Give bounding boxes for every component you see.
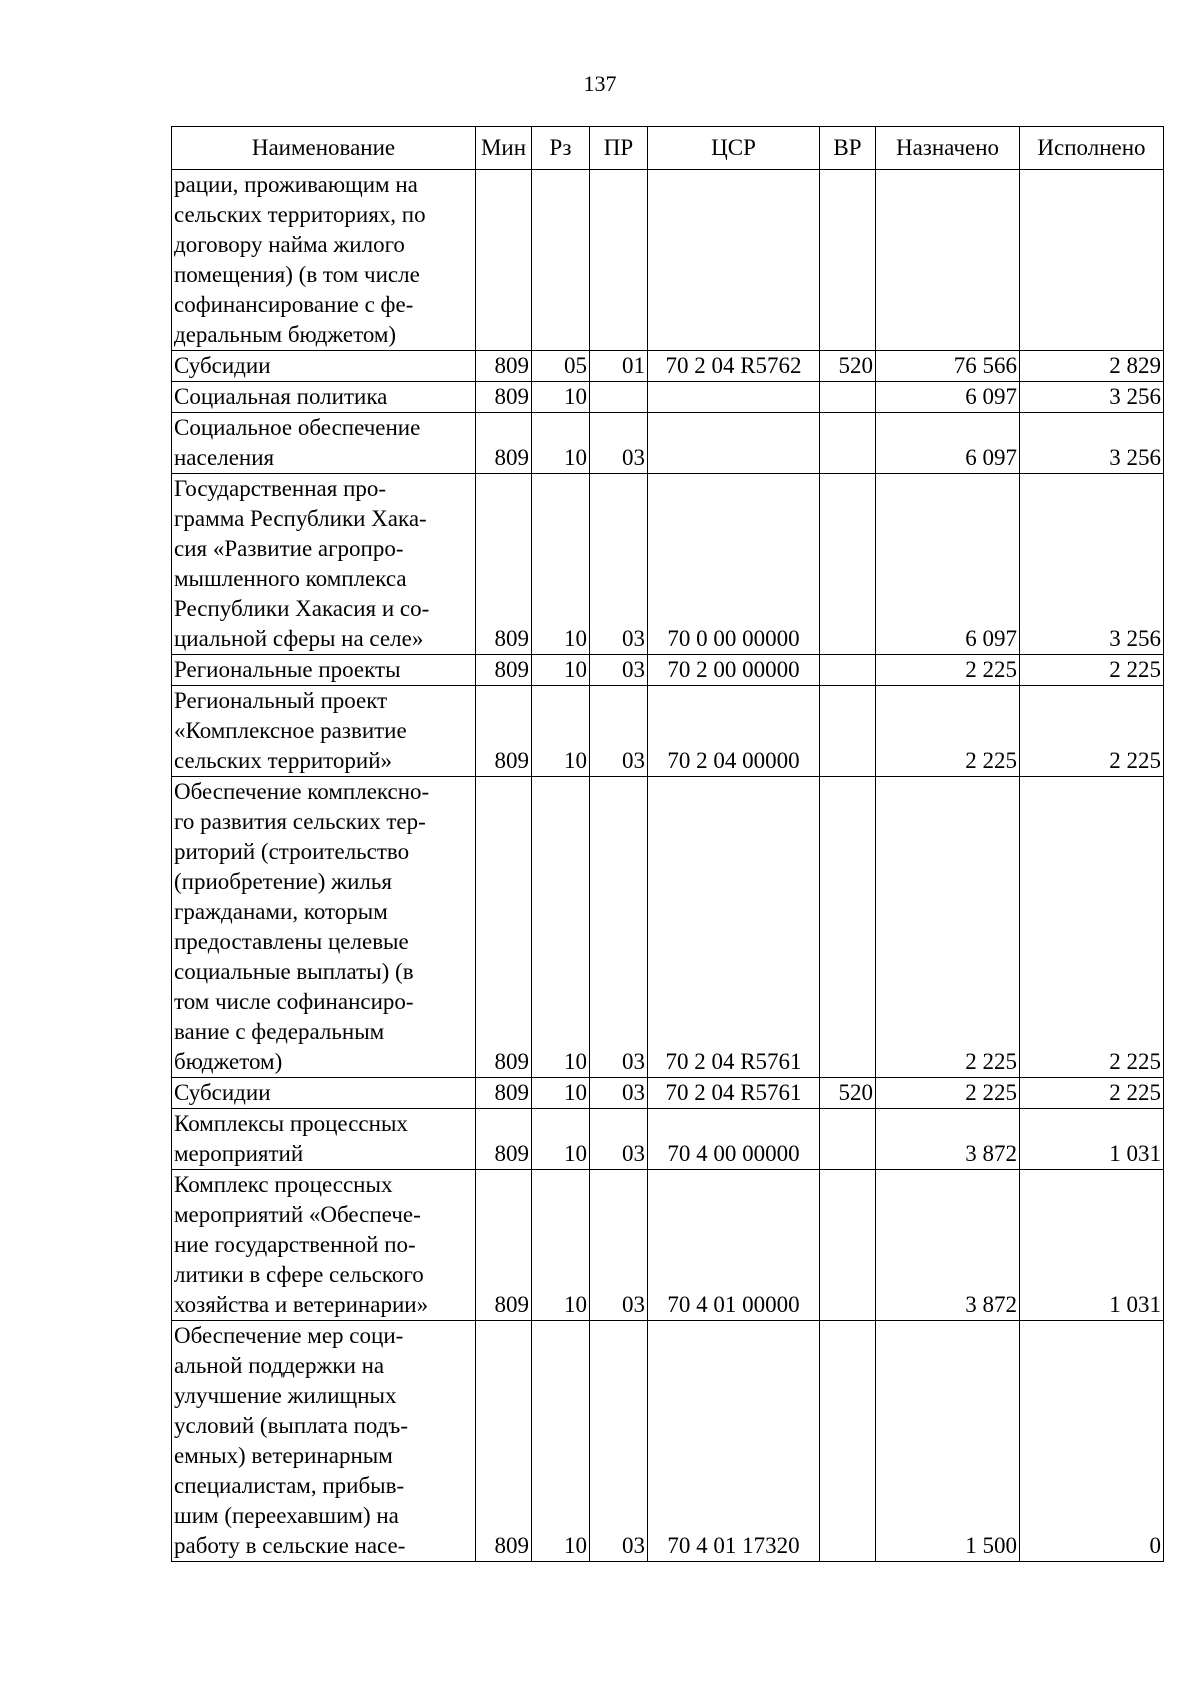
cell-csr: 70 2 04 R5762 [648,351,820,382]
cell-name [172,1170,476,1321]
cell-pr: 03 [590,1321,648,1562]
cell-executed: 2 225 [1020,686,1164,777]
cell-name-line: емных) ветеринарным [174,1443,393,1468]
cell-name-line: грамма Республики Хака- [174,506,427,531]
cell-min: 809 [476,1321,532,1562]
cell-vr [820,170,876,351]
cell-name [172,777,476,1078]
cell-assigned: 76 566 [876,351,1020,382]
cell-executed: 2 829 [1020,351,1164,382]
cell-executed [1020,170,1164,351]
cell-name-line: населения [174,445,275,470]
cell-name-line: «Комплексное развитие [174,718,407,743]
cell-assigned: 3 872 [876,1170,1020,1321]
cell-assigned: 1 500 [876,1321,1020,1562]
cell-name-line: альной поддержки на [174,1353,385,1378]
cell-assigned: 3 872 [876,1109,1020,1170]
cell-name-line: (приобретение) жилья [174,869,392,894]
cell-csr: 70 2 04 00000 [648,686,820,777]
cell-name-line: специалистам, прибыв- [174,1473,405,1498]
cell-pr: 03 [590,474,648,655]
cell-vr: 520 [820,1078,876,1109]
cell-name-line: мероприятий [174,1141,304,1166]
cell-name [172,382,476,413]
cell-name-line: сия «Развитие агропро- [174,536,404,561]
cell-name [172,655,476,686]
cell-rz: 10 [532,655,590,686]
cell-name-line: условий (выплата подъ- [174,1413,408,1438]
cell-name-line: софинансирование с фе- [174,292,414,317]
header-rz: Рз [532,127,590,170]
cell-name-line: рации, проживающим на [174,172,418,197]
table-row [172,777,1164,1078]
table-row [172,1170,1164,1321]
header-vr: ВР [820,127,876,170]
cell-rz: 10 [532,777,590,1078]
cell-min: 809 [476,382,532,413]
cell-csr: 70 0 00 00000 [648,474,820,655]
table-row [172,474,1164,655]
cell-name-line: работу в сельские насе- [174,1533,406,1558]
cell-name-line: литики в сфере сельского [174,1262,424,1287]
cell-name [172,1078,476,1109]
cell-csr [648,413,820,474]
cell-min: 809 [476,777,532,1078]
cell-csr: 70 4 00 00000 [648,1109,820,1170]
cell-name-line: риторий (строительство [174,839,410,864]
cell-pr [590,170,648,351]
cell-name-line: Комплекс процессных [174,1172,393,1197]
header-executed: Исполнено [1020,127,1164,170]
cell-executed: 3 256 [1020,474,1164,655]
cell-vr [820,777,876,1078]
cell-pr: 03 [590,1109,648,1170]
cell-vr [820,382,876,413]
cell-csr [648,170,820,351]
cell-assigned: 2 225 [876,777,1020,1078]
cell-name [172,1321,476,1562]
table-row [172,1321,1164,1562]
cell-name-line: социальные выплаты) (в [174,959,414,984]
cell-name-line: хозяйства и ветеринарии» [174,1292,429,1317]
cell-name [172,474,476,655]
cell-min: 809 [476,1078,532,1109]
cell-executed: 0 [1020,1321,1164,1562]
cell-name [172,1109,476,1170]
cell-assigned: 6 097 [876,474,1020,655]
cell-name-line: Государственная про- [174,476,387,501]
cell-name-line: шим (переехавшим) на [174,1503,399,1528]
budget-table [171,126,1164,1562]
cell-name-line: го развития сельских тер- [174,809,426,834]
cell-pr: 03 [590,777,648,1078]
cell-csr: 70 4 01 00000 [648,1170,820,1321]
cell-name-line: мероприятий «Обеспече- [174,1202,421,1227]
cell-min [476,170,532,351]
cell-name [172,413,476,474]
cell-rz: 10 [532,1321,590,1562]
cell-name-line: деральным бюджетом) [174,322,397,347]
cell-name-line: том числе софинансиро- [174,989,414,1014]
cell-name-line: бюджетом) [174,1049,283,1074]
cell-name-line: Республики Хакасия и со- [174,596,430,621]
cell-vr [820,686,876,777]
cell-min: 809 [476,1109,532,1170]
cell-name-line: Региональные проекты [174,657,401,682]
cell-name-line: мышленного комплекса [174,566,407,591]
header-min: Мин [476,127,532,170]
cell-csr: 70 4 01 17320 [648,1321,820,1562]
cell-name-line: Социальное обеспечение [174,415,421,440]
cell-pr: 03 [590,1170,648,1321]
table-row [172,382,1164,413]
cell-vr: 520 [820,351,876,382]
cell-min: 809 [476,413,532,474]
cell-rz: 10 [532,382,590,413]
table-row [172,413,1164,474]
cell-assigned: 2 225 [876,686,1020,777]
cell-name-line: ние государственной по- [174,1232,416,1257]
cell-rz: 10 [532,1078,590,1109]
header-assigned: Назначено [876,127,1020,170]
cell-name-line: Субсидии [174,353,271,378]
cell-name-line: гражданами, которым [174,899,388,924]
cell-name-line: циальной сферы на селе» [174,626,424,651]
page-number: 137 [583,71,617,96]
cell-assigned: 6 097 [876,413,1020,474]
cell-name-line: договору найма жилого [174,232,405,257]
cell-name-line: Обеспечение мер соци- [174,1323,404,1348]
cell-executed: 2 225 [1020,777,1164,1078]
cell-pr: 03 [590,686,648,777]
cell-csr: 70 2 04 R5761 [648,777,820,1078]
cell-csr [648,382,820,413]
table-row [172,351,1164,382]
cell-vr [820,1321,876,1562]
cell-assigned: 2 225 [876,1078,1020,1109]
cell-name [172,686,476,777]
cell-executed: 1 031 [1020,1109,1164,1170]
cell-assigned: 2 225 [876,655,1020,686]
cell-rz: 10 [532,1170,590,1321]
cell-min: 809 [476,655,532,686]
cell-min: 809 [476,474,532,655]
cell-executed: 2 225 [1020,1078,1164,1109]
cell-name [172,351,476,382]
cell-vr [820,413,876,474]
table-row [172,686,1164,777]
cell-rz [532,170,590,351]
cell-vr [820,1109,876,1170]
cell-name-line: Субсидии [174,1080,271,1105]
cell-min: 809 [476,686,532,777]
header-csr: ЦСР [648,127,820,170]
cell-pr: 03 [590,413,648,474]
cell-assigned: 6 097 [876,382,1020,413]
header-name: Наименование [172,127,476,170]
cell-name-line: предоставлены целевые [174,929,409,954]
cell-min: 809 [476,1170,532,1321]
cell-vr [820,655,876,686]
cell-pr: 03 [590,1078,648,1109]
cell-name-line: помещения) (в том числе [174,262,420,287]
cell-assigned [876,170,1020,351]
cell-csr: 70 2 00 00000 [648,655,820,686]
cell-rz: 05 [532,351,590,382]
cell-pr: 01 [590,351,648,382]
table-row [172,655,1164,686]
cell-pr [590,382,648,413]
cell-name-line: сельских территорий» [174,748,393,773]
cell-name-line: сельских территориях, по [174,202,426,227]
cell-executed: 2 225 [1020,655,1164,686]
cell-name-line: Комплексы процессных [174,1111,408,1136]
cell-rz: 10 [532,413,590,474]
cell-name-line: вание с федеральным [174,1019,385,1044]
cell-name-line: Обеспечение комплексно- [174,779,430,804]
cell-name-line: Региональный проект [174,688,388,713]
cell-rz: 10 [532,686,590,777]
table-row [172,170,1164,351]
cell-vr [820,474,876,655]
cell-executed: 1 031 [1020,1170,1164,1321]
cell-vr [820,1170,876,1321]
table-row [172,1078,1164,1109]
cell-rz: 10 [532,1109,590,1170]
cell-executed: 3 256 [1020,382,1164,413]
table-row [172,1109,1164,1170]
cell-name [172,170,476,351]
table-header-row [172,127,1164,170]
cell-rz: 10 [532,474,590,655]
cell-csr: 70 2 04 R5761 [648,1078,820,1109]
header-pr: ПР [590,127,648,170]
cell-executed: 3 256 [1020,413,1164,474]
cell-min: 809 [476,351,532,382]
cell-name-line: улучшение жилищных [174,1383,397,1408]
cell-pr: 03 [590,655,648,686]
cell-name-line: Социальная политика [174,384,388,409]
